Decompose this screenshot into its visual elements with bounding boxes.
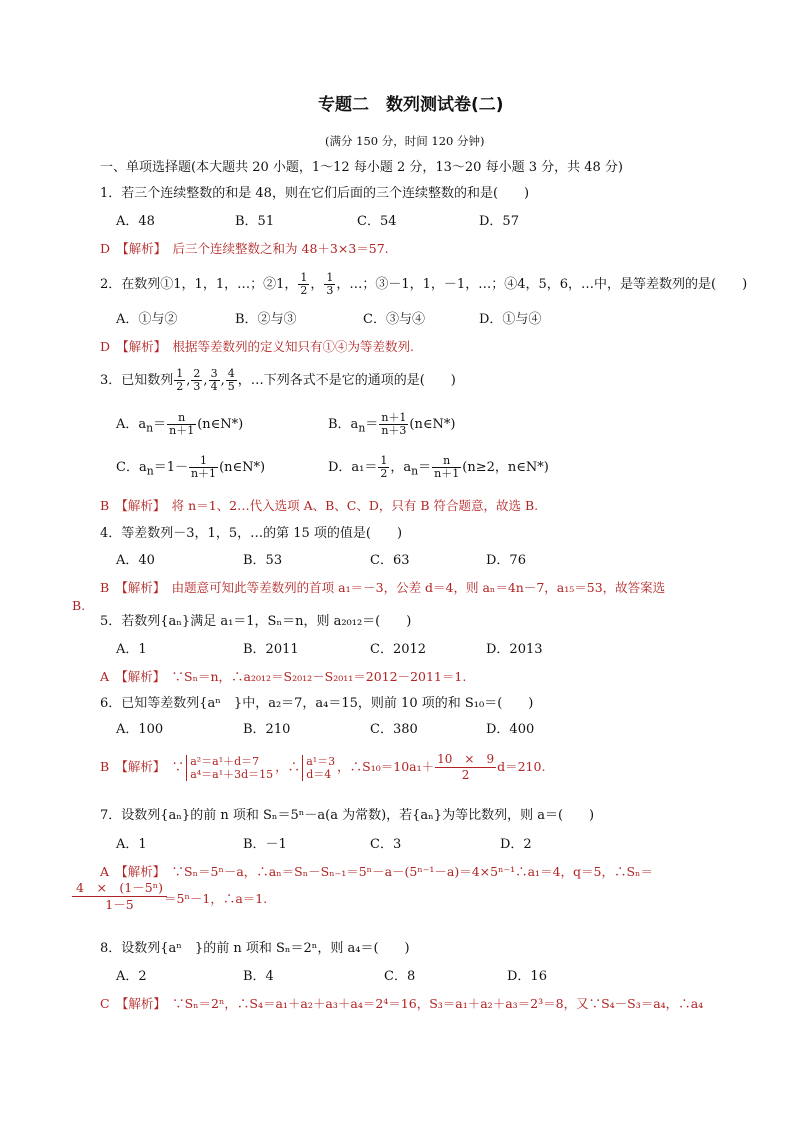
q3-option-c: C．$a_n=1-$ $\frac{1}{n+1}$ (n∈N*): [116, 454, 266, 480]
q3-option-d: D．a₁＝ $\frac{1}{2}$ ，$a_n=$ $\frac{n}{n+1}$ (n≥2，n∈N*): [328, 454, 549, 480]
q1-option-a: A．48: [116, 214, 155, 229]
q6-stem: 6．已知等差数列{aⁿ }中，a₂＝7，a₄＝15，则前 10 项的和 S₁₀＝( ): [100, 696, 534, 711]
q4-option-b: B．53: [243, 553, 283, 568]
q6-option-c: C．380: [370, 722, 418, 737]
q3-option-a: A．$a_n=$ $\frac{n}{n+1}$ (n∈N*): [116, 411, 244, 437]
q2-stem: 2．在数列①1，1，1，…；②1， $\frac{1}{2}$ ， $\frac{1}{3}$ ，…；③－1，1，－1，…；④4，5，6，…中，是等差数列的是( ): [100, 271, 748, 297]
q3-answer: B 【解析】 将 n＝1、2…代入选项 A、B、C、D，只有 B 符合题意，故选 B.: [100, 498, 539, 513]
q3-fraction-3: $\frac{3}{4}$: [210, 367, 218, 393]
q2-option-a: A．①与②: [116, 312, 178, 327]
q6-answer: B 【解析】 ∵ a²＝a¹＋d＝7 a⁴＝a¹＋3d＝15 ，∴ a¹＝3 d＝4 ，∴S₁₀＝10a₁＋ $\frac{10 \times 9}{2}$ d＝210.: [100, 752, 546, 782]
q7-option-b: B．－1: [243, 837, 287, 852]
q7-stem: 7．设数列{aₙ}的前 n 项和 Sₙ＝5ⁿ－a(a 为常数)，若{aₙ}为等比数列，则 a＝( ): [100, 808, 595, 823]
q1-option-c: C．54: [357, 214, 397, 229]
q2-stem-a: 2．在数列①1，1，1，…；②1，: [100, 277, 298, 292]
q8-option-a: A．2: [116, 969, 147, 984]
q8-option-b: B．4: [243, 969, 274, 984]
q6-fraction: $\frac{10 \times 9}{2}$: [437, 752, 495, 782]
q8-option-c: C．8: [384, 969, 416, 984]
q4-answer-wrap: B.: [72, 598, 86, 613]
q3-fraction-2: $\frac{2}{3}$: [193, 367, 201, 393]
q4-stem: 4．等差数列－3，1，5，…的第 15 项的值是( ): [100, 526, 403, 541]
q2-fraction-2: $\frac{1}{3}$: [326, 271, 334, 297]
q1-answer: D 【解析】 后三个连续整数之和为 48＋3×3＝57.: [100, 241, 389, 256]
q7-answer: A 【解析】 ∵Sₙ＝5ⁿ－a，∴aₙ＝Sₙ－Sₙ₋₁＝5ⁿ－a－(5ⁿ⁻¹－a)＝4×5ⁿ⁻¹∴a₁＝4，q＝5，∴Sₙ＝: [100, 864, 653, 879]
q3-fraction-4: $\frac{4}{5}$: [227, 367, 235, 393]
q2-answer: D 【解析】 根据等差数列的定义知只有①④为等差数列.: [100, 339, 414, 354]
q5-option-d: D．2013: [486, 642, 543, 657]
page-subtitle: (满分 150 分，时间 120 分钟): [325, 134, 485, 148]
q1-stem: 1．若三个连续整数的和是 48，则在它们后面的三个连续整数的和是( ): [100, 186, 530, 201]
q3-option-b: B．$a_n=$ $\frac{n+1}{n+3}$ (n∈N*): [328, 411, 456, 437]
q3-stem: 3．已知数列 $\frac{1}{2}$ , $\frac{2}{3}$ , $\frac{3}{4}$ , $\frac{4}{5}$ ，…下列各式不是它的通项的是( ): [100, 367, 456, 393]
q6-option-d: D．400: [486, 722, 535, 737]
q7-option-a: A．1: [116, 837, 147, 852]
q7-option-d: D．2: [500, 837, 532, 852]
q2-option-b: B．②与③: [235, 312, 297, 327]
q8-option-d: D．16: [507, 969, 547, 984]
q8-answer: C 【解析】 ∵Sₙ＝2ⁿ，∴S₄＝a₁＋a₂＋a₃＋a₄＝2⁴＝16，S₃＝a₁＋a₂＋a₃＝2³＝8，又∵S₄－S₃＝a₄，∴a₄: [100, 996, 704, 1011]
q3-stem-a: 3．已知数列: [100, 373, 174, 388]
q6-option-b: B．210: [243, 722, 291, 737]
q5-option-a: A．1: [116, 642, 147, 657]
q2-stem-b: ，…；③－1，1，－1，…；④4，5，6，…中，是等差数列的是( ): [336, 277, 748, 292]
section-heading: 一、单项选择题(本大题共 20 小题，1～12 每小题 2 分，13～20 每小题 3 分，共 48 分): [100, 160, 623, 175]
page-title: 专题二 数列测试卷(二): [318, 95, 504, 115]
q4-answer: B 【解析】 由题意可知此等差数列的首项 a₁＝－3，公差 d＝4，则 aₙ＝4n－7，a₁₅＝53，故答案选: [100, 580, 666, 595]
q4-option-a: A．40: [116, 553, 155, 568]
q4-option-c: C．63: [370, 553, 410, 568]
q3-stem-b: ，…下列各式不是它的通项的是( ): [237, 373, 456, 388]
q6-brace-system-2: a¹＝3 d＝4: [302, 755, 335, 781]
q7-fraction: 4 × (1－5ⁿ) 1－5: [72, 880, 167, 913]
q8-stem: 8．设数列{aⁿ }的前 n 项和 Sₙ＝2ⁿ，则 a₄＝( ): [100, 941, 410, 956]
q2-option-d: D．①与④: [479, 312, 542, 327]
q1-option-d: D．57: [479, 214, 519, 229]
q2-option-c: C．③与④: [363, 312, 425, 327]
q1-option-b: B．51: [235, 214, 275, 229]
q6-option-a: A．100: [116, 722, 164, 737]
q3-fraction-1: $\frac{1}{2}$: [176, 367, 184, 393]
q5-stem: 5．若数列{aₙ}满足 a₁＝1，Sₙ＝n，则 a₂₀₁₂＝( ): [100, 614, 412, 629]
q6-brace-system-1: a²＝a¹＋d＝7 a⁴＝a¹＋3d＝15: [186, 755, 273, 781]
q7-answer-tail: ＝5ⁿ－1，∴a＝1.: [164, 891, 268, 906]
q5-option-b: B．2011: [243, 642, 299, 657]
q7-option-c: C．3: [370, 837, 402, 852]
q5-answer: A 【解析】 ∵Sₙ＝n，∴a₂₀₁₂＝S₂₀₁₂－S₂₀₁₁＝2012－2011＝1.: [100, 669, 467, 684]
q2-fraction-1: $\frac{1}{2}$: [300, 271, 308, 297]
q5-option-c: C．2012: [370, 642, 427, 657]
q4-option-d: D．76: [486, 553, 526, 568]
